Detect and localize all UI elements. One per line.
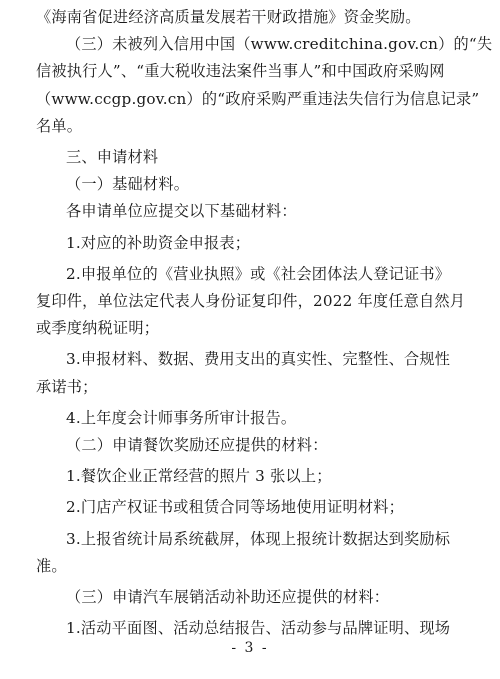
text-line: 复印件，单位法定代表人身份证复印件，2022 年度任意自然月 <box>36 292 466 311</box>
text-line: 三、申请材料 <box>66 148 159 167</box>
subsection-heading-catering-materials <box>36 432 464 459</box>
text-line: （三）申请汽车展销活动补助还应提供的材料： <box>66 588 390 607</box>
text-line: 或季度纳税证明； <box>36 319 160 338</box>
list-item-restaurant-photos <box>36 463 464 490</box>
paragraph-basic-materials-intro <box>36 198 464 225</box>
text-line: （二）申请餐饮奖励还应提供的材料： <box>66 436 328 455</box>
text-line: 各申请单位应提交以下基础材料： <box>66 202 297 221</box>
section-heading-application-materials <box>36 144 464 171</box>
list-item-commitment-letter <box>36 346 464 400</box>
text-line: 《海南省促进经济高质量发展若干财政措施》资金奖励。 <box>36 8 421 26</box>
text-line: （一）基础材料。 <box>66 175 190 194</box>
list-item-audit-report <box>36 405 464 432</box>
text-line: 信被执行人”、“重大税收违法案件当事人”和中国政府采购网 <box>36 62 445 81</box>
paragraph-funding-reward <box>36 4 464 31</box>
text-line: 1.对应的补助资金申报表； <box>66 233 251 252</box>
list-item-business-license <box>36 261 464 343</box>
page-number: - 3 - <box>231 640 269 656</box>
text-line: 3.申报材料、数据、费用支出的真实性、完整性、合规性 <box>66 350 451 369</box>
text-line: 名单。 <box>36 116 83 135</box>
text-line: 1.餐饮企业正常经营的照片 3 张以上； <box>66 467 332 486</box>
document-body <box>36 4 493 642</box>
text-line: 1.活动平面图、活动总结报告、活动参与品牌证明、现场 <box>66 619 451 638</box>
text-line: （三）未被列入信用中国（www.creditchina.gov.cn）的“失 <box>66 35 493 54</box>
list-item-statistics-screenshot <box>36 526 464 580</box>
subsection-heading-basic-materials <box>36 171 464 198</box>
text-line: （www.ccgp.gov.cn）的“政府采购严重违法失信行为信息记录” <box>36 89 480 108</box>
text-line: 4.上年度会计师事务所审计报告。 <box>66 408 297 427</box>
paragraph-credit-requirement <box>36 31 493 140</box>
text-line: 3.上报省统计局系统截屏，体现上报统计数据达到奖励标 <box>66 529 451 548</box>
text-line: 准。 <box>36 556 67 575</box>
text-line: 承诺书； <box>36 377 98 396</box>
list-item-property-certificate <box>36 494 464 521</box>
text-line: 2.门店产权证书或租赁合同等场地使用证明材料； <box>66 498 405 517</box>
subsection-heading-auto-exhibition-materials <box>36 584 464 611</box>
list-item-activity-materials <box>36 615 464 642</box>
list-item-application-form <box>36 230 464 257</box>
text-line: 2.申报单位的《营业执照》或《社会团体法人登记证书》 <box>66 264 451 283</box>
